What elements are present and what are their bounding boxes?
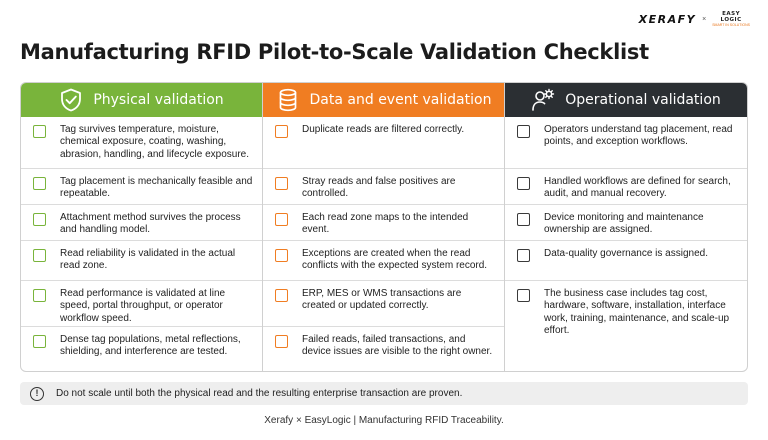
- checkbox[interactable]: [33, 335, 46, 348]
- checklist-item: [505, 241, 747, 281]
- checklist-item-text: Dense tag populations, metal reflections, shielding, and interference are tested.: [60, 334, 241, 358]
- footer: Xerafy × EasyLogic | Manufacturing RFID Traceability.: [264, 415, 504, 426]
- checklist-item: [505, 117, 747, 169]
- checklist-item-text: Handled workflows are defined for search, audit, and manual recovery.: [544, 176, 731, 200]
- warning-note: [20, 382, 748, 405]
- checklist-item-text: Data-quality governance is assigned.: [544, 248, 708, 259]
- shield-check-icon: [59, 88, 83, 112]
- checklist-item: [263, 327, 504, 371]
- checkbox[interactable]: [275, 335, 288, 348]
- checkbox[interactable]: [33, 177, 46, 190]
- column-header-physical: [21, 83, 262, 117]
- checklist-item-text: ERP, MES or WMS transactions are created or updated correctly.: [302, 288, 462, 312]
- brand-separator: ×: [702, 16, 707, 24]
- checklist-item: [263, 117, 504, 169]
- column-operational: [505, 83, 747, 371]
- checkbox[interactable]: [275, 249, 288, 262]
- database-icon: [276, 88, 300, 112]
- checkbox[interactable]: [275, 177, 288, 190]
- checkbox[interactable]: [33, 289, 46, 302]
- checklist-item: [263, 205, 504, 241]
- checklist-item: [263, 169, 504, 205]
- checklist-item-text: Read performance is validated at line speed, portal throughput, or operator workflow speed.: [60, 288, 226, 324]
- checklist-item-text: Failed reads, failed transactions, and device issues are visible to the right owner.: [302, 334, 493, 358]
- checkbox[interactable]: [517, 249, 530, 262]
- checklist-item-text: Tag survives temperature, moisture, chemical exposure, coating, washing, abrasion, handling, and lifecycle exposure.: [60, 124, 250, 160]
- checklist-item-text: Each read zone maps to the intended event.: [302, 212, 469, 236]
- xerafy-logo: XERAFY: [638, 13, 697, 27]
- column-header-operational: [505, 83, 747, 117]
- info-exclamation-icon: !: [30, 387, 44, 401]
- warning-note-text: Do not scale until both the physical read and the resulting enterprise transaction are proven.: [56, 388, 463, 399]
- brand-logos: [639, 12, 750, 28]
- checklist-item-text: Stray reads and false positives are controlled.: [302, 176, 456, 200]
- checklist-item-text: Exceptions are created when the read conflicts with the expected system record.: [302, 248, 488, 272]
- column-header-label: Operational validation: [565, 92, 721, 108]
- checkbox[interactable]: [517, 177, 530, 190]
- column-physical: [21, 83, 263, 371]
- checkbox[interactable]: [33, 213, 46, 226]
- column-header-label: Physical validation: [93, 92, 224, 108]
- checklist-item: [505, 169, 747, 205]
- checklist-item: [21, 327, 262, 371]
- checklist-item-text: Operators understand tag placement, read points, and exception workflows.: [544, 124, 733, 148]
- checklist-item-text: Attachment method survives the process and handling model.: [60, 212, 241, 236]
- checkbox[interactable]: [517, 289, 530, 302]
- checkbox[interactable]: [275, 213, 288, 226]
- checklist-item: [21, 205, 262, 241]
- checklist-item: [21, 169, 262, 205]
- checklist-item: [263, 281, 504, 327]
- person-gear-icon: [531, 88, 555, 112]
- checklist-item: [505, 281, 747, 371]
- checkbox[interactable]: [517, 125, 530, 138]
- checklist-table: [20, 82, 748, 372]
- checklist-item-text: Tag placement is mechanically feasible and repeatable.: [60, 176, 253, 200]
- checklist-item: [21, 241, 262, 281]
- checklist-item-text: Read reliability is validated in the actual read zone.: [60, 248, 236, 272]
- checkbox[interactable]: [275, 289, 288, 302]
- column-header-label: Data and event validation: [309, 92, 492, 108]
- column-data-event: [263, 83, 505, 371]
- checklist-item: [263, 241, 504, 281]
- easylogic-logo: EASY LOGIC SMART IN SOLUTIONS: [712, 11, 750, 27]
- checkbox[interactable]: [33, 125, 46, 138]
- checklist-item: [21, 281, 262, 327]
- checklist-item: [21, 117, 262, 169]
- checklist-item: [505, 205, 747, 241]
- checklist-item-text: The business case includes tag cost, hardware, software, installation, interface work, training, maintenance, and scale-up effort.: [544, 288, 730, 336]
- checklist-item-text: Duplicate reads are filtered correctly.: [302, 124, 465, 135]
- page-title: Manufacturing RFID Pilot-to-Scale Validation Checklist: [20, 40, 649, 64]
- checkbox[interactable]: [33, 249, 46, 262]
- checklist-item-text: Device monitoring and maintenance ownership are assigned.: [544, 212, 704, 236]
- checkbox[interactable]: [275, 125, 288, 138]
- checkbox[interactable]: [517, 213, 530, 226]
- column-header-data-event: [263, 83, 504, 117]
